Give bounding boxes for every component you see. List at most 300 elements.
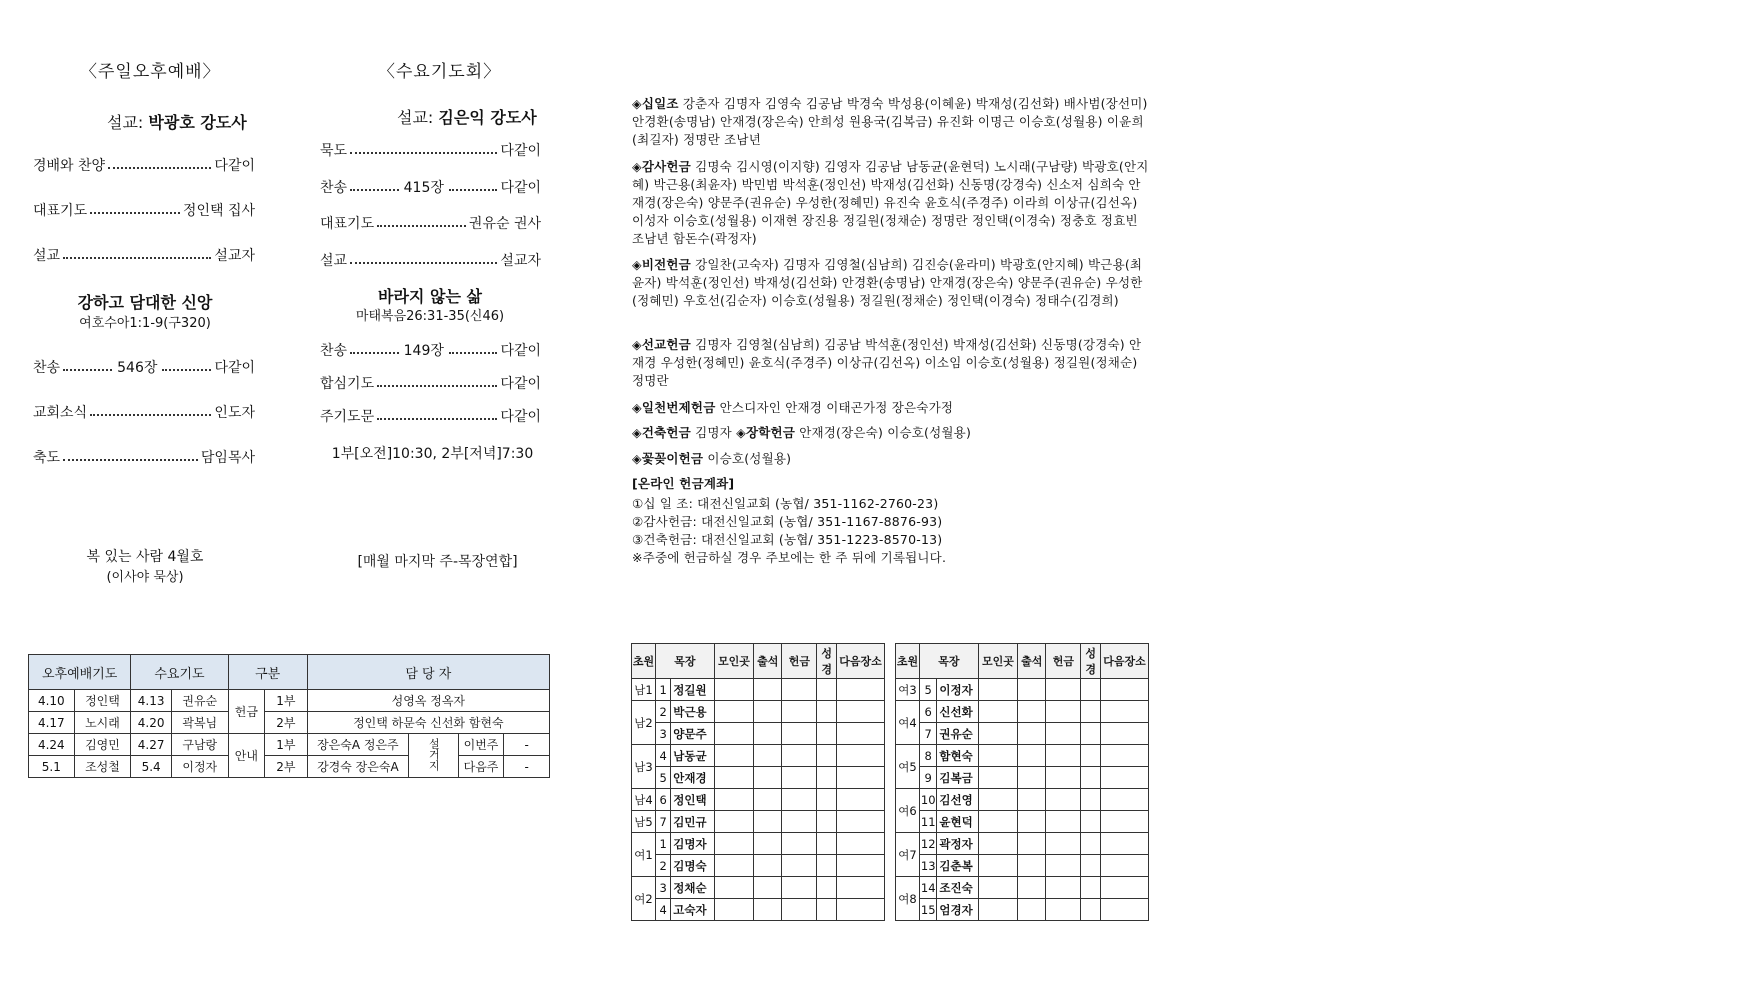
date-cell: 4.10 xyxy=(29,690,75,712)
mission-names: 김명자 김영철(심남희) 김공남 박석훈(정인선) 박재성(김선화) 신동명(강경숙) 안재경 우성한(정혜민) 윤호식(주경주) 이상규(김선옥) 이소임 이승호(성월용) 정길원(정채순) 정명란 xyxy=(632,337,1142,388)
entry-cell[interactable] xyxy=(978,877,1017,899)
order-hymn: 149장 xyxy=(403,343,444,359)
wednesday-preacher-label: 설교: xyxy=(397,108,434,127)
group-number-cell: 6 xyxy=(919,701,936,723)
order-value: 담임목사 xyxy=(200,450,255,466)
table-row xyxy=(896,789,1149,811)
group-number-cell: 9 xyxy=(919,767,936,789)
table-row xyxy=(632,833,885,855)
header-wednesday-prayer: 수요기도 xyxy=(131,655,228,690)
table-row xyxy=(632,701,885,723)
order-value: 다같이 xyxy=(500,343,542,359)
entry-cell[interactable] xyxy=(714,767,753,789)
date-cell: 5.4 xyxy=(131,756,172,778)
table-row xyxy=(896,811,1149,833)
entry-cell[interactable] xyxy=(1100,833,1148,855)
order-label: 설교 xyxy=(33,248,61,264)
order-label: 설교 xyxy=(320,253,348,269)
order-hymn: 546장 xyxy=(117,360,158,376)
entry-cell[interactable] xyxy=(714,679,753,701)
setup-dash: - xyxy=(504,734,550,756)
header-offering: 헌금 xyxy=(782,644,817,679)
table-row xyxy=(896,679,1149,701)
entry-cell[interactable] xyxy=(1100,723,1148,745)
leader-name-cell: 김명숙 xyxy=(671,855,715,877)
header-meeting-place: 모인곳 xyxy=(978,644,1017,679)
entry-cell[interactable] xyxy=(1081,877,1101,899)
order-label: 대표기도 xyxy=(320,216,375,232)
header-bible: 성경 xyxy=(1081,644,1101,679)
entry-cell[interactable] xyxy=(1018,899,1046,921)
name-cell: 권유순 xyxy=(171,690,228,712)
order-value: 권유순 권사 xyxy=(468,216,541,232)
table-row xyxy=(29,756,550,778)
header-cell-group: 목장 xyxy=(919,644,978,679)
entry-cell[interactable] xyxy=(836,899,884,921)
entry-cell[interactable] xyxy=(1018,767,1046,789)
entry-cell[interactable] xyxy=(1100,855,1148,877)
entry-cell[interactable] xyxy=(836,833,884,855)
building-section xyxy=(632,424,1152,442)
grassland-cell: 여7 xyxy=(896,833,920,877)
table-row xyxy=(632,899,885,921)
setup-label-text: 설거지 xyxy=(427,737,441,771)
entry-cell[interactable] xyxy=(754,723,782,745)
wednesday-order-item xyxy=(320,140,541,160)
entry-cell[interactable] xyxy=(1018,811,1046,833)
grassland-cell: 여2 xyxy=(632,877,656,921)
entry-cell[interactable] xyxy=(1100,745,1148,767)
leader-name-cell: 김민규 xyxy=(671,811,715,833)
entry-cell[interactable] xyxy=(1081,833,1101,855)
entry-cell[interactable] xyxy=(782,679,817,701)
leader-name-cell: 정채순 xyxy=(671,877,715,899)
leader-name-cell: 권유순 xyxy=(937,723,978,745)
sunday-order-item xyxy=(33,357,255,377)
wednesday-order-item xyxy=(320,250,541,270)
grassland-cell: 여4 xyxy=(896,701,920,745)
table-row xyxy=(896,701,1149,723)
header-next-place: 다음장소 xyxy=(1100,644,1148,679)
header-attendance: 출석 xyxy=(1018,644,1046,679)
entry-cell[interactable] xyxy=(782,833,817,855)
entry-cell[interactable] xyxy=(714,899,753,921)
entry-cell[interactable] xyxy=(1018,701,1046,723)
entry-cell[interactable] xyxy=(714,723,753,745)
part-cell: 1부 xyxy=(265,690,308,712)
order-value: 다같이 xyxy=(500,409,541,425)
entry-cell[interactable] xyxy=(782,701,817,723)
leader-name-cell: 정인택 xyxy=(671,789,715,811)
entry-cell[interactable] xyxy=(1100,679,1148,701)
thousand-label: ◈일천번제헌금 xyxy=(632,400,716,415)
leader-name-cell: 조진숙 xyxy=(937,877,978,899)
leader-name-cell: 남동균 xyxy=(671,745,715,767)
entry-cell[interactable] xyxy=(782,745,817,767)
entry-cell[interactable] xyxy=(817,877,837,899)
leader-name-cell: 정길원 xyxy=(671,679,715,701)
leader-name-cell: 곽정자 xyxy=(937,833,978,855)
grassland-cell: 여5 xyxy=(896,745,920,789)
vision-names: 강일찬(고숙자) 김명자 김영철(심남희) 김진승(윤라미) 박광호(안지혜) 박근용(최윤자) 박석훈(정인선) 박재성(김선화) 안경환(송명남) 안재경(장은숙) 양문주(권유순) 우성한(정혜민) 우호선(김순자) 이승호(성월용) 정길원(정채순) 정인택(이경숙) 정태수(김경희) xyxy=(632,257,1143,308)
sunday-order-item xyxy=(33,447,255,467)
entry-cell[interactable] xyxy=(1081,899,1101,921)
building-label: ◈건축헌금 xyxy=(632,425,691,440)
sunday-order-item xyxy=(33,402,255,422)
leader-name-cell: 김복금 xyxy=(937,767,978,789)
wednesday-preacher xyxy=(397,105,537,128)
entry-cell[interactable] xyxy=(1081,701,1101,723)
entry-cell[interactable] xyxy=(1018,833,1046,855)
date-cell: 4.13 xyxy=(131,690,172,712)
entry-cell[interactable] xyxy=(836,811,884,833)
order-value: 인도자 xyxy=(214,405,255,421)
entry-cell[interactable] xyxy=(714,789,753,811)
entry-cell[interactable] xyxy=(817,789,837,811)
order-value: 정인택 집사 xyxy=(182,203,255,219)
order-value: 설교자 xyxy=(214,248,255,264)
entry-cell[interactable] xyxy=(836,877,884,899)
service-duty-table xyxy=(28,654,550,778)
entry-cell[interactable] xyxy=(1100,767,1148,789)
header-person-in-charge: 담 당 자 xyxy=(307,655,549,690)
table-row xyxy=(632,855,885,877)
entry-cell[interactable] xyxy=(817,767,837,789)
table-row xyxy=(632,789,885,811)
vision-section xyxy=(632,256,1152,310)
header-next-place: 다음장소 xyxy=(836,644,884,679)
date-cell: 4.24 xyxy=(29,734,75,756)
order-label: 경배와 찬양 xyxy=(33,158,106,174)
entry-cell[interactable] xyxy=(782,877,817,899)
entry-cell[interactable] xyxy=(754,855,782,877)
wednesday-times: 1부[오전]10:30, 2부[저녁]7:30 xyxy=(331,446,534,462)
entry-cell[interactable] xyxy=(1081,745,1101,767)
online-account: ②감사헌금: 대전신일교회 (농협/ 351-1167-8876-93) xyxy=(632,514,943,529)
sunday-preacher-name: 박광호 강도사 xyxy=(148,113,247,132)
group-number-cell: 7 xyxy=(655,811,670,833)
entry-cell[interactable] xyxy=(978,899,1017,921)
group-number-cell: 1 xyxy=(655,679,670,701)
leader-name-cell: 김춘복 xyxy=(937,855,978,877)
flower-section xyxy=(632,450,1152,468)
entry-cell[interactable] xyxy=(1018,877,1046,899)
entry-cell[interactable] xyxy=(836,745,884,767)
order-value: 다같이 xyxy=(214,158,255,174)
guide-part2: 강경숙 장은숙A xyxy=(307,756,408,778)
sunday-order-item xyxy=(33,245,255,265)
name-cell: 노시래 xyxy=(74,712,131,734)
header-offering: 헌금 xyxy=(1046,644,1081,679)
order-label: 교회소식 xyxy=(33,405,88,421)
entry-cell[interactable] xyxy=(836,723,884,745)
category-guide: 안내 xyxy=(228,734,264,778)
name-cell: 조성철 xyxy=(74,756,131,778)
table-row xyxy=(632,679,885,701)
header-category: 구분 xyxy=(228,655,307,690)
group-number-cell: 1 xyxy=(655,833,670,855)
entry-cell[interactable] xyxy=(782,899,817,921)
entry-cell[interactable] xyxy=(782,855,817,877)
grassland-cell: 남4 xyxy=(632,789,656,811)
setup-dash: - xyxy=(504,756,550,778)
entry-cell[interactable] xyxy=(754,745,782,767)
entry-cell[interactable] xyxy=(836,679,884,701)
entry-cell[interactable] xyxy=(978,855,1017,877)
entry-cell[interactable] xyxy=(817,723,837,745)
leader-name-cell: 김명자 xyxy=(671,833,715,855)
group-number-cell: 3 xyxy=(655,723,670,745)
guide-part1: 장은숙A 정은주 xyxy=(307,734,408,756)
entry-cell[interactable] xyxy=(714,855,753,877)
scholarship-names: 안재경(장은숙) 이승호(성월용) xyxy=(799,425,972,440)
order-label: 찬송 xyxy=(320,343,348,359)
grassland-cell: 남1 xyxy=(632,679,656,701)
entry-cell[interactable] xyxy=(836,789,884,811)
date-cell: 4.27 xyxy=(131,734,172,756)
group-number-cell: 2 xyxy=(655,701,670,723)
group-number-cell: 14 xyxy=(919,877,936,899)
part-cell: 1부 xyxy=(265,734,308,756)
order-label: 찬송 xyxy=(320,180,348,196)
scholarship-label: ◈장학헌금 xyxy=(736,425,796,440)
order-value: 다같이 xyxy=(500,180,542,196)
order-hymn: 415장 xyxy=(403,180,444,196)
entry-cell[interactable] xyxy=(1046,899,1081,921)
entry-cell[interactable] xyxy=(782,789,817,811)
table-row xyxy=(632,877,885,899)
order-value: 다같이 xyxy=(214,360,256,376)
entry-cell[interactable] xyxy=(1046,679,1081,701)
entry-cell[interactable] xyxy=(836,701,884,723)
sunday-order-item xyxy=(33,155,255,175)
entry-cell[interactable] xyxy=(1018,679,1046,701)
sunday-sermon-title: 강하고 담대한 신앙 xyxy=(77,293,213,312)
entry-cell[interactable] xyxy=(1081,767,1101,789)
group-number-cell: 6 xyxy=(655,789,670,811)
sunday-preacher xyxy=(107,110,247,133)
entry-cell[interactable] xyxy=(1018,855,1046,877)
entry-cell[interactable] xyxy=(1046,745,1081,767)
header-attendance: 출석 xyxy=(754,644,782,679)
date-cell: 4.17 xyxy=(29,712,75,734)
header-afternoon-prayer: 오후예배기도 xyxy=(29,655,131,690)
group-number-cell: 4 xyxy=(655,899,670,921)
entry-cell[interactable] xyxy=(782,767,817,789)
thanks-label: ◈감사헌금 xyxy=(632,159,691,174)
order-value: 설교자 xyxy=(500,253,541,269)
entry-cell[interactable] xyxy=(1100,701,1148,723)
entry-cell[interactable] xyxy=(714,833,753,855)
entry-cell[interactable] xyxy=(978,811,1017,833)
group-number-cell: 7 xyxy=(919,723,936,745)
entry-cell[interactable] xyxy=(817,811,837,833)
category-offering: 헌금 xyxy=(228,690,264,734)
entry-cell[interactable] xyxy=(754,789,782,811)
entry-cell[interactable] xyxy=(1081,723,1101,745)
entry-cell[interactable] xyxy=(1100,789,1148,811)
sunday-footer-sub: (이사야 묵상) xyxy=(106,570,184,585)
wednesday-order-item xyxy=(320,340,541,360)
entry-cell[interactable] xyxy=(1046,767,1081,789)
group-number-cell: 3 xyxy=(655,877,670,899)
mission-label: ◈선교헌금 xyxy=(632,337,691,352)
grassland-cell: 여1 xyxy=(632,833,656,877)
mission-section xyxy=(632,336,1152,390)
table-row xyxy=(896,767,1149,789)
group-number-cell: 10 xyxy=(919,789,936,811)
entry-cell[interactable] xyxy=(1046,833,1081,855)
entry-cell[interactable] xyxy=(1046,877,1081,899)
flower-names: 이승호(성월용) xyxy=(707,451,792,466)
wednesday-order-item xyxy=(320,373,541,393)
tithe-section xyxy=(632,95,1152,149)
sunday-preacher-label: 설교: xyxy=(107,113,144,132)
leader-name-cell: 양문주 xyxy=(671,723,715,745)
entry-cell[interactable] xyxy=(1100,899,1148,921)
name-cell: 구남랑 xyxy=(171,734,228,756)
entry-cell[interactable] xyxy=(1046,811,1081,833)
entry-cell[interactable] xyxy=(1018,723,1046,745)
table-row xyxy=(632,767,885,789)
header-grassland: 초원 xyxy=(896,644,920,679)
entry-cell[interactable] xyxy=(754,679,782,701)
name-cell: 정인택 xyxy=(74,690,131,712)
entry-cell[interactable] xyxy=(782,811,817,833)
online-account: ③건축헌금: 대전신일교회 (농협/ 351-1223-8570-13) xyxy=(632,532,943,547)
date-cell: 5.1 xyxy=(29,756,75,778)
table-row xyxy=(896,723,1149,745)
table-row xyxy=(29,690,550,712)
leader-name-cell: 박근용 xyxy=(671,701,715,723)
entry-cell[interactable] xyxy=(714,877,753,899)
group-number-cell: 2 xyxy=(655,855,670,877)
table-row xyxy=(896,833,1149,855)
entry-cell[interactable] xyxy=(1018,745,1046,767)
table-row xyxy=(896,745,1149,767)
tithe-names: 강춘자 김명자 김영숙 김공남 박경숙 박성용(이혜윤) 박재성(김선화) 배사범(장선미) 안경환(송명남) 안재경(장은숙) 안희성 원용국(김복금) 유진화 이명근 이승호(성월용) 이윤희(최길자) 정명란 조남년 xyxy=(632,96,1148,147)
entry-cell[interactable] xyxy=(978,767,1017,789)
wednesday-order-item xyxy=(320,406,541,426)
entry-cell[interactable] xyxy=(1081,855,1101,877)
tithe-label: ◈십일조 xyxy=(632,96,679,111)
entry-cell[interactable] xyxy=(978,679,1017,701)
sunday-footer-title: 복 있는 사람 4월호 xyxy=(86,549,204,565)
entry-cell[interactable] xyxy=(754,899,782,921)
entry-cell[interactable] xyxy=(754,877,782,899)
entry-cell[interactable] xyxy=(836,855,884,877)
thousand-section xyxy=(632,399,1152,417)
table-row xyxy=(632,811,885,833)
entry-cell[interactable] xyxy=(978,833,1017,855)
entry-cell[interactable] xyxy=(978,789,1017,811)
grassland-cell: 여6 xyxy=(896,789,920,833)
table-row xyxy=(632,745,885,767)
thousand-names: 안스디자인 안재경 이태곤가정 장은숙가정 xyxy=(719,400,954,415)
sunday-sermon-ref: 여호수아1:1-9(구320) xyxy=(79,316,211,331)
entry-cell[interactable] xyxy=(978,701,1017,723)
leader-name-cell: 윤현덕 xyxy=(937,811,978,833)
entry-cell[interactable] xyxy=(817,899,837,921)
part-cell: 2부 xyxy=(265,712,308,734)
offering-part2: 정인택 하문숙 신선화 함현숙 xyxy=(307,712,549,734)
offering-part1: 성영옥 정옥자 xyxy=(307,690,549,712)
online-title: [온라인 헌금계좌] xyxy=(632,476,735,491)
attendance-table-left xyxy=(631,643,885,921)
table-row xyxy=(896,855,1149,877)
entry-cell[interactable] xyxy=(817,745,837,767)
entry-cell[interactable] xyxy=(1081,789,1101,811)
entry-cell[interactable] xyxy=(1081,811,1101,833)
order-label: 축도 xyxy=(33,450,61,466)
grassland-cell: 여8 xyxy=(896,877,920,921)
entry-cell[interactable] xyxy=(836,767,884,789)
group-number-cell: 15 xyxy=(919,899,936,921)
grassland-cell: 여3 xyxy=(896,679,920,701)
entry-cell[interactable] xyxy=(754,701,782,723)
vision-label: ◈비전헌금 xyxy=(632,257,691,272)
sunday-order-item xyxy=(33,200,255,220)
entry-cell[interactable] xyxy=(1018,789,1046,811)
entry-cell[interactable] xyxy=(1100,877,1148,899)
entry-cell[interactable] xyxy=(1046,789,1081,811)
name-cell: 김영민 xyxy=(74,734,131,756)
entry-cell[interactable] xyxy=(754,811,782,833)
leader-name-cell: 안재경 xyxy=(671,767,715,789)
flower-label: ◈꽃꽂이헌금 xyxy=(632,451,704,466)
entry-cell[interactable] xyxy=(782,723,817,745)
entry-cell[interactable] xyxy=(817,679,837,701)
order-label: 대표기도 xyxy=(33,203,88,219)
building-names: 김명자 xyxy=(695,425,732,440)
wednesday-sermon-title: 바라지 않는 삶 xyxy=(378,287,482,306)
group-number-cell: 4 xyxy=(655,745,670,767)
order-label: 합심기도 xyxy=(320,376,375,392)
wednesday-order-item xyxy=(320,213,541,233)
header-grassland: 초원 xyxy=(632,644,656,679)
header-bible: 성경 xyxy=(817,644,837,679)
entry-cell[interactable] xyxy=(1081,679,1101,701)
entry-cell[interactable] xyxy=(817,833,837,855)
entry-cell[interactable] xyxy=(1046,855,1081,877)
wednesday-order-item xyxy=(320,177,541,197)
header-cell-group: 목장 xyxy=(655,644,714,679)
date-cell: 4.20 xyxy=(131,712,172,734)
header-meeting-place: 모인곳 xyxy=(714,644,753,679)
entry-cell[interactable] xyxy=(1046,723,1081,745)
entry-cell[interactable] xyxy=(817,701,837,723)
entry-cell[interactable] xyxy=(1100,811,1148,833)
table-row xyxy=(632,723,885,745)
entry-cell[interactable] xyxy=(1046,701,1081,723)
entry-cell[interactable] xyxy=(978,745,1017,767)
entry-cell[interactable] xyxy=(714,701,753,723)
setup-next-week: 다음주 xyxy=(458,756,504,778)
name-cell: 곽복님 xyxy=(171,712,228,734)
table-row xyxy=(29,734,550,756)
wednesday-footer: [매월 마지막 주-목장연합] xyxy=(357,554,518,570)
table-row xyxy=(896,899,1149,921)
entry-cell[interactable] xyxy=(714,811,753,833)
entry-cell[interactable] xyxy=(978,723,1017,745)
entry-cell[interactable] xyxy=(817,855,837,877)
entry-cell[interactable] xyxy=(754,767,782,789)
leader-name-cell: 고숙자 xyxy=(671,899,715,921)
table-row xyxy=(29,712,550,734)
entry-cell[interactable] xyxy=(714,745,753,767)
entry-cell[interactable] xyxy=(754,833,782,855)
part-cell: 2부 xyxy=(265,756,308,778)
